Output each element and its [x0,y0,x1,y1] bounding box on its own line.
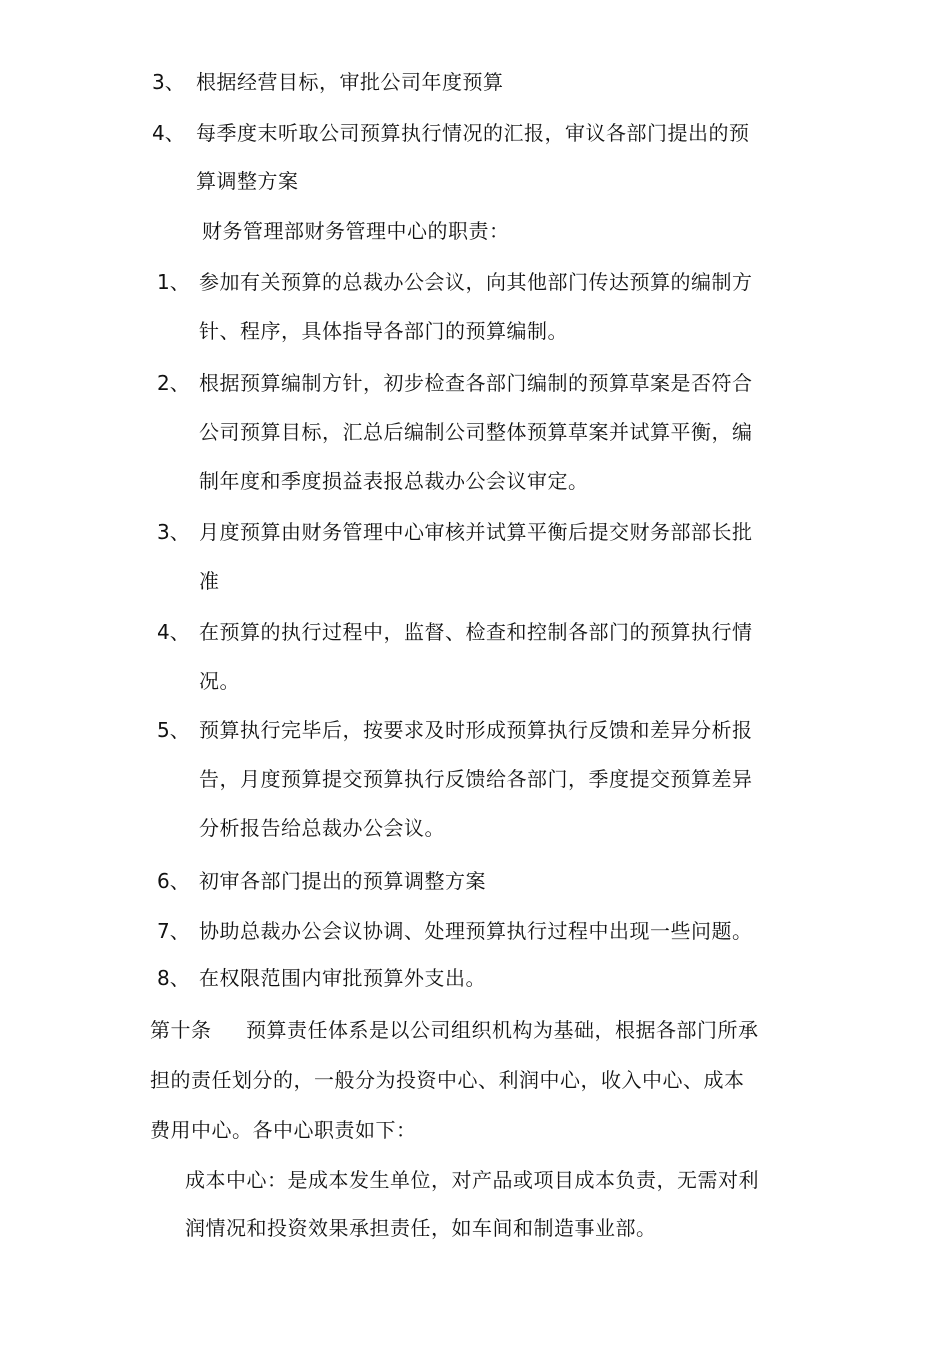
cost-center-text: 润情况和投资效果承担责任，如车间和制造事业部。 [185,1216,657,1240]
duty-text: 月度预算由财务管理中心审核并试算平衡后提交财务部部长批 [199,520,753,544]
duty-text: 在权限范围内审批预算外支出。 [199,966,486,990]
duty-text: 制年度和季度损益表报总裁办公会议审定。 [199,469,589,493]
duty-text: 分析报告给总裁办公会议。 [199,816,445,840]
duty-text: 针、程序，具体指导各部门的预算编制。 [199,319,568,343]
duty-text: 预算执行完毕后，按要求及时形成预算执行反馈和差异分析报 [199,718,753,742]
list-item-text: 根据经营目标，审批公司年度预算 [196,70,504,94]
duty-number: 6、 [157,869,190,893]
duty-number: 3、 [157,520,190,544]
article-text: 预算责任体系是以公司组织机构为基础，根据各部门所承 [246,1018,759,1042]
list-item-text: 算调整方案 [196,169,299,193]
duty-number: 4、 [157,620,190,644]
article-text: 费用中心。各中心职责如下： [150,1118,417,1142]
duty-text: 初审各部门提出的预算调整方案 [199,869,486,893]
duty-number: 1、 [157,270,190,294]
duty-text: 参加有关预算的总裁办公会议，向其他部门传达预算的编制方 [199,270,753,294]
duty-text: 根据预算编制方针，初步检查各部门编制的预算草案是否符合 [199,371,753,395]
duty-number: 2、 [157,371,190,395]
duty-text: 况。 [199,669,240,693]
duty-text: 协助总裁办公会议协调、处理预算执行过程中出现一些问题。 [199,919,753,943]
duty-text: 在预算的执行过程中，监督、检查和控制各部门的预算执行情 [199,620,753,644]
duty-number: 5、 [157,718,190,742]
list-number: 3、 [152,70,185,94]
article-label: 第十条 [150,1018,212,1042]
article-text: 担的责任划分的，一般分为投资中心、利润中心，收入中心、成本 [150,1068,745,1092]
duty-text: 告，月度预算提交预算执行反馈给各部门，季度提交预算差异 [199,767,753,791]
duty-number: 8、 [157,966,190,990]
duty-number: 7、 [157,919,190,943]
list-item-text: 每季度末听取公司预算执行情况的汇报，审议各部门提出的预 [196,121,750,145]
cost-center-text: 成本中心：是成本发生单位，对产品或项目成本负责，无需对利 [185,1168,759,1192]
list-number: 4、 [152,121,185,145]
duty-text: 准 [199,569,220,593]
section-heading: 财务管理部财务管理中心的职责： [202,219,510,243]
duty-text: 公司预算目标，汇总后编制公司整体预算草案并试算平衡，编 [199,420,753,444]
